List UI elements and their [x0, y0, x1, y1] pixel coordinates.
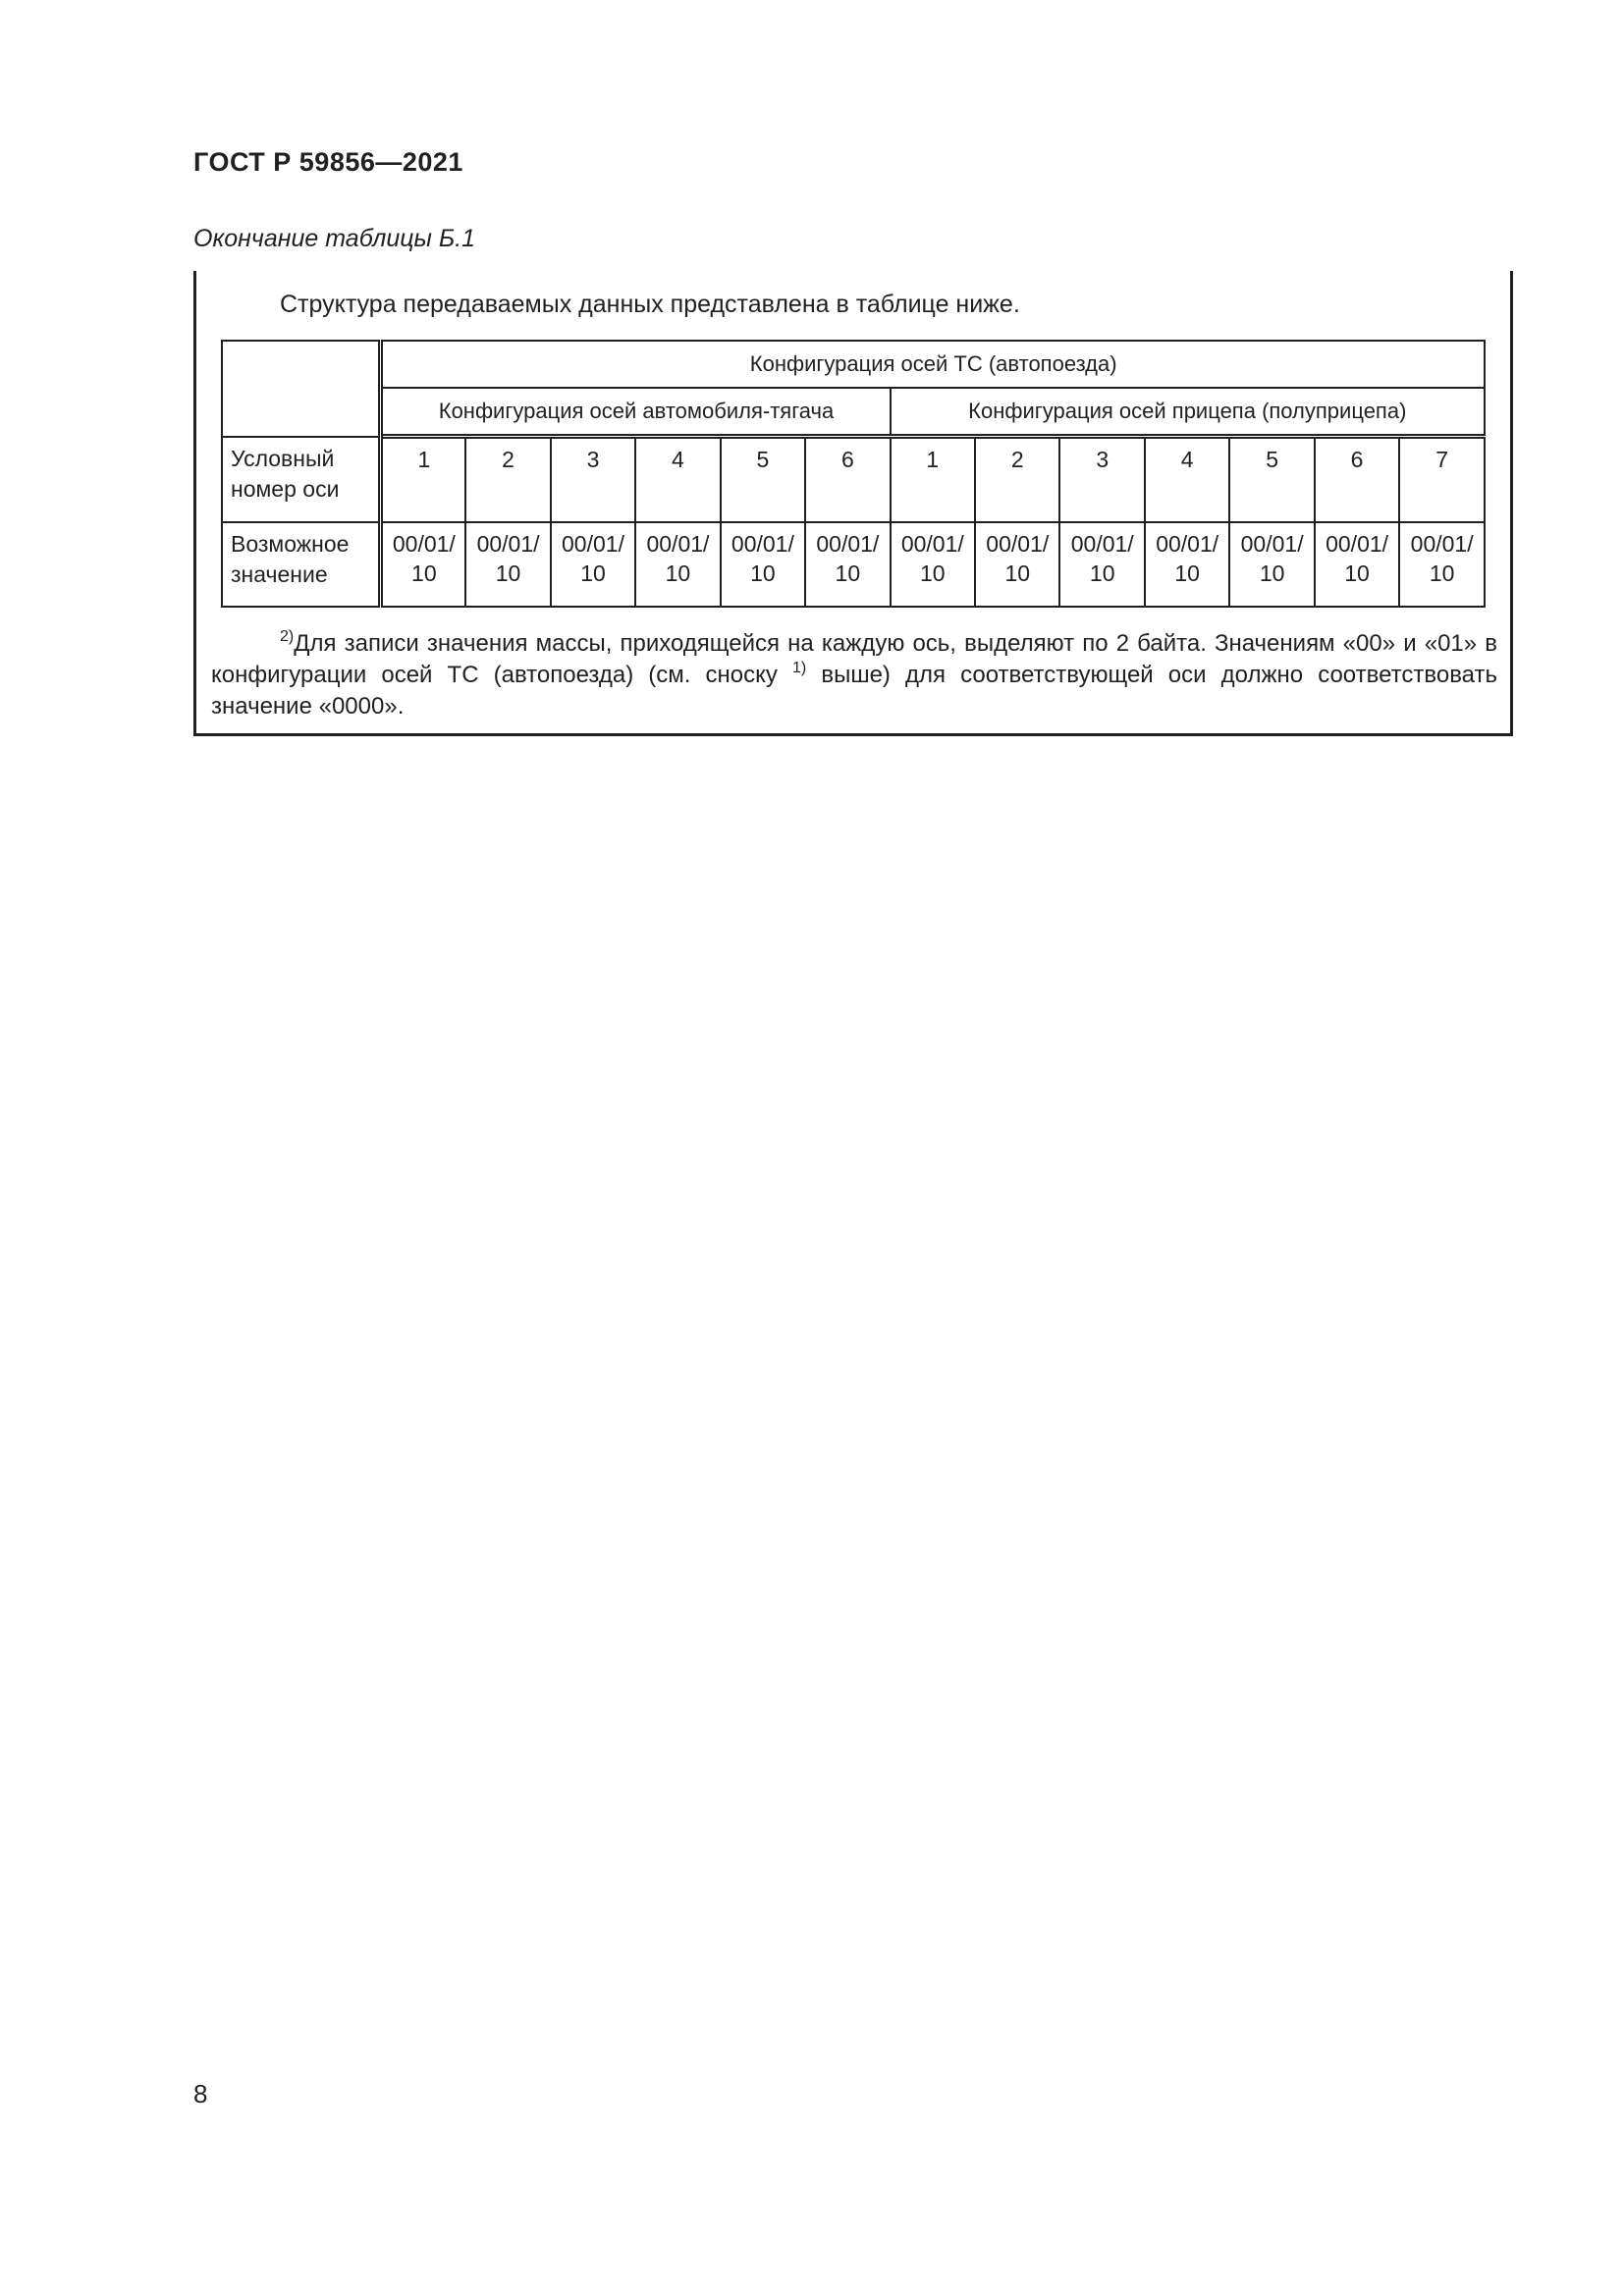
row-label-axis-number [222, 437, 381, 523]
value-cell: 00/01/ 10 [1315, 522, 1399, 607]
group-header-cell: Конфигурация осей ТС (автопоезда) [381, 341, 1485, 388]
row-label-possible-value [222, 522, 381, 607]
table-corner-cell [222, 341, 381, 437]
trailer-axis-cell: 6 [1315, 437, 1399, 523]
row-label-line: Возможное [231, 531, 350, 557]
document-code-header: ГОСТ Р 59856—2021 [193, 147, 463, 177]
table-row-axis-number [222, 437, 1485, 523]
value-cell: 00/01/ 10 [805, 522, 890, 607]
intro-text: Структура передаваемых данных представлена в таблице ниже. [280, 291, 1020, 318]
tractor-axis-cell: 5 [721, 437, 805, 523]
footnote [211, 628, 1497, 722]
trailer-axis-cell: 1 [891, 437, 975, 523]
subgroup-trailer-cell: Конфигурация осей прицепа (полуприцепа) [891, 388, 1485, 437]
trailer-axis-cell: 2 [975, 437, 1059, 523]
value-cell: 00/01/ 10 [381, 522, 465, 607]
row-label-line: Условный [231, 445, 335, 471]
page-number: 8 [193, 2079, 208, 2109]
value-cell: 00/01/ 10 [1059, 522, 1144, 607]
value-cell: 00/01/ 10 [721, 522, 805, 607]
table-row-possible-value [222, 522, 1485, 607]
value-cell: 00/01/ 10 [551, 522, 635, 607]
value-cell: 00/01/ 10 [1229, 522, 1314, 607]
tractor-axis-cell: 4 [635, 437, 720, 523]
tractor-axis-cell: 3 [551, 437, 635, 523]
trailer-axis-cell: 4 [1145, 437, 1229, 523]
tractor-axis-cell: 1 [381, 437, 465, 523]
trailer-axis-cell: 7 [1399, 437, 1485, 523]
tractor-axis-cell: 2 [465, 437, 550, 523]
row-label-line: номер оси [231, 475, 340, 502]
footnote-ref-marker: 1) [792, 660, 807, 676]
footnote-text-part2: выше) для соответствующей оси должно соответствовать значение «0000». [211, 662, 1497, 720]
value-cell: 00/01/ 10 [975, 522, 1059, 607]
footnote-marker: 2) [280, 628, 295, 645]
axle-configuration-table [221, 340, 1486, 608]
subgroup-tractor-cell: Конфигурация осей автомобиля-тягача [381, 388, 891, 437]
value-cell: 00/01/ 10 [465, 522, 550, 607]
value-cell: 00/01/ 10 [635, 522, 720, 607]
row-label-line: значение [231, 561, 328, 587]
value-cell: 00/01/ 10 [891, 522, 975, 607]
trailer-axis-cell: 3 [1059, 437, 1144, 523]
trailer-axis-cell: 5 [1229, 437, 1314, 523]
value-cell: 00/01/ 10 [1399, 522, 1485, 607]
tractor-axis-cell: 6 [805, 437, 890, 523]
table-caption: Окончание таблицы Б.1 [193, 225, 475, 252]
value-cell: 00/01/ 10 [1145, 522, 1229, 607]
footnote-text-part1: Для записи значения массы, приходящейся на каждую ось, выделяют по 2 байта. Значениям «00» и «01» в конфигурации осей ТС (автопоезда) (см. сноску [211, 630, 1497, 688]
